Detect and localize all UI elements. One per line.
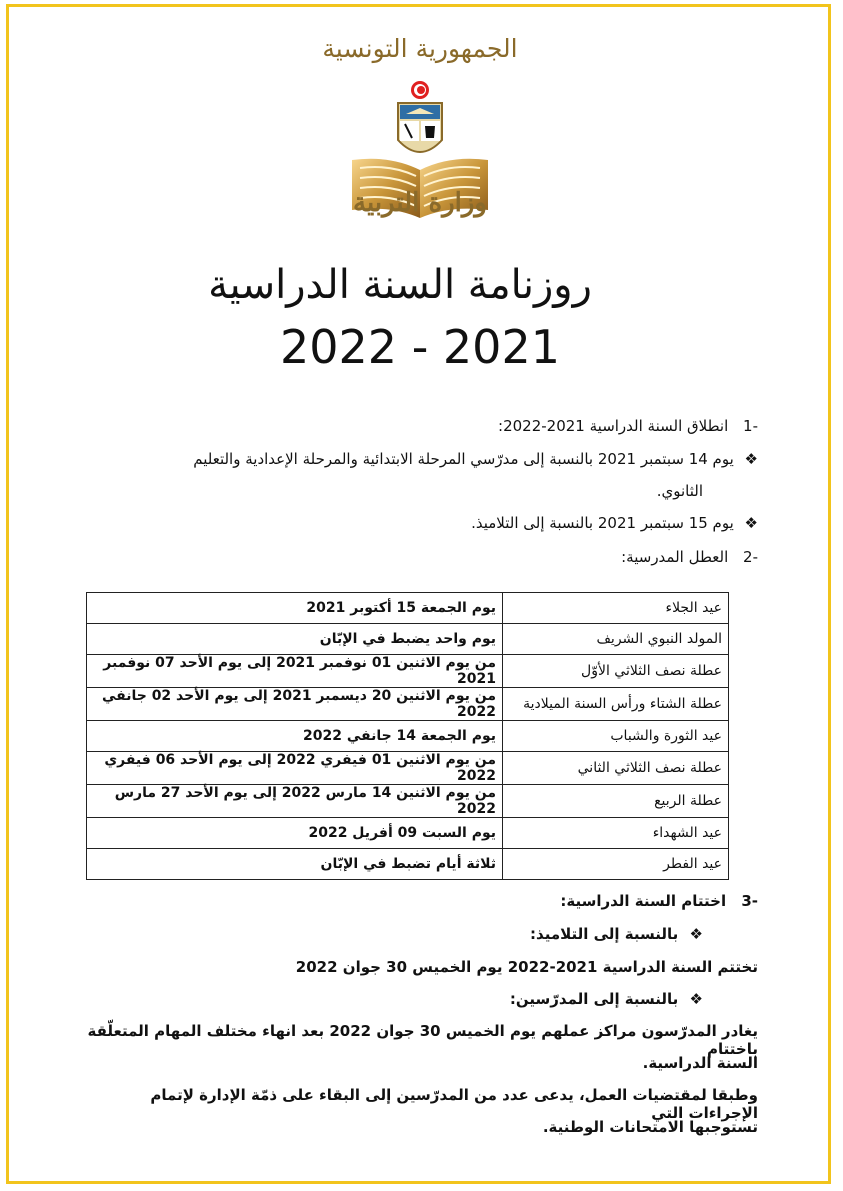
- table-row: [87, 818, 729, 849]
- table-row: [87, 593, 729, 624]
- section3-number: -3: [741, 892, 758, 910]
- header-emblem: [300, 30, 540, 240]
- section3-heading: اختتام السنة الدراسية:: [560, 892, 727, 910]
- note-line2: تستوجبها الامتحانات الوطنية.: [542, 1118, 758, 1136]
- section2-heading: العطل المدرسية:: [621, 548, 729, 566]
- holiday-name: عيد الجلاء: [503, 593, 729, 624]
- table-row: [87, 624, 729, 655]
- teachers-text-line1: يغادر المدرّسون مراكز عملهم يوم الخميس 30 جوان 2022 بعد انهاء مختلف المهام المتعلّقة باختتام: [87, 1022, 758, 1058]
- holiday-date: من يوم الاثنين 20 ديسمبر 2021 إلى يوم الأحد 02 جانفي 2022: [87, 688, 503, 721]
- note-line1: وطبقا لمقتضيات العمل، يدعى عدد من المدرّسين إلى البقاء على ذمّة الإدارة لإتمام الإجراءات التي: [150, 1086, 758, 1122]
- section2-heading-line: [621, 548, 758, 566]
- diamond-bullet-icon: ❖: [744, 450, 758, 468]
- students-label: بالنسبة إلى التلاميذ:: [530, 925, 679, 943]
- holiday-date: يوم السبت 09 أفريل 2022: [87, 818, 503, 849]
- section1-heading-line: [498, 417, 758, 435]
- holiday-name: عطلة نصف الثلاثي الثاني: [503, 752, 729, 785]
- section1-bullet1-continuation: الثانوي.: [656, 482, 703, 500]
- holiday-date: ثلاثة أيام تضبط في الإبّان: [87, 849, 503, 880]
- holiday-date: يوم الجمعة 15 أكتوبر 2021: [87, 593, 503, 624]
- holiday-name: المولد النبوي الشريف: [503, 624, 729, 655]
- holiday-date: من يوم الاثنين 14 مارس 2022 إلى يوم الأحد 27 مارس 2022: [87, 785, 503, 818]
- holiday-name: عطلة الشتاء ورأس السنة الميلادية: [503, 688, 729, 721]
- table-row: [87, 655, 729, 688]
- students-text: تختتم السنة الدراسية 2021-2022 يوم الخميس 30 جوان 2022: [295, 958, 758, 976]
- republic-label: الجمهورية التونسية: [322, 34, 518, 63]
- section1-bullet2: [471, 514, 758, 532]
- section1-heading: انطلاق السنة الدراسية 2021-2022:: [498, 417, 729, 435]
- document-year: 2022 - 2021: [280, 320, 560, 374]
- section1-bullet1: [98, 450, 758, 468]
- holiday-date: من يوم الاثنين 01 نوفمبر 2021 إلى يوم الأحد 07 نوفمبر 2021: [87, 655, 503, 688]
- teachers-label-line: [510, 990, 703, 1008]
- document-title: روزنامة السنة الدراسية: [208, 262, 592, 308]
- table-row: [87, 849, 729, 880]
- table-row: [87, 785, 729, 818]
- holiday-name: عيد الثورة والشباب: [503, 721, 729, 752]
- table-row: [87, 688, 729, 721]
- section2-number: -2: [743, 548, 758, 566]
- section3-heading-line: [560, 892, 758, 910]
- section1-number: -1: [743, 417, 758, 435]
- holiday-name: عطلة نصف الثلاثي الأوّل: [503, 655, 729, 688]
- holiday-date: يوم الجمعة 14 جانفي 2022: [87, 721, 503, 752]
- holiday-date: يوم واحد يضبط في الإبّان: [87, 624, 503, 655]
- holiday-date: من يوم الاثنين 01 فيفري 2022 إلى يوم الأحد 06 فيفري 2022: [87, 752, 503, 785]
- students-label-line: [530, 925, 703, 943]
- ministry-label: وزارة التربية: [353, 188, 487, 218]
- holiday-name: عيد الشهداء: [503, 818, 729, 849]
- holiday-name: عطلة الربيع: [503, 785, 729, 818]
- section1-bullet2-text: يوم 15 سبتمبر 2021 بالنسبة إلى التلاميذ.: [471, 514, 734, 532]
- teachers-text-line2: السنة الدراسية.: [642, 1054, 758, 1072]
- holidays-table: [86, 592, 729, 880]
- section1-bullet1-text: يوم 14 سبتمبر 2021 بالنسبة إلى مدرّسي المرحلة الابتدائية والمرحلة الإعدادية والتعليم: [193, 450, 734, 468]
- table-row: [87, 752, 729, 785]
- teachers-label: بالنسبة إلى المدرّسين:: [509, 990, 679, 1008]
- diamond-bullet-icon: ❖: [689, 990, 703, 1008]
- holiday-name: عيد الفطر: [503, 849, 729, 880]
- table-row: [87, 721, 729, 752]
- diamond-bullet-icon: ❖: [744, 514, 758, 532]
- diamond-bullet-icon: ❖: [689, 925, 703, 943]
